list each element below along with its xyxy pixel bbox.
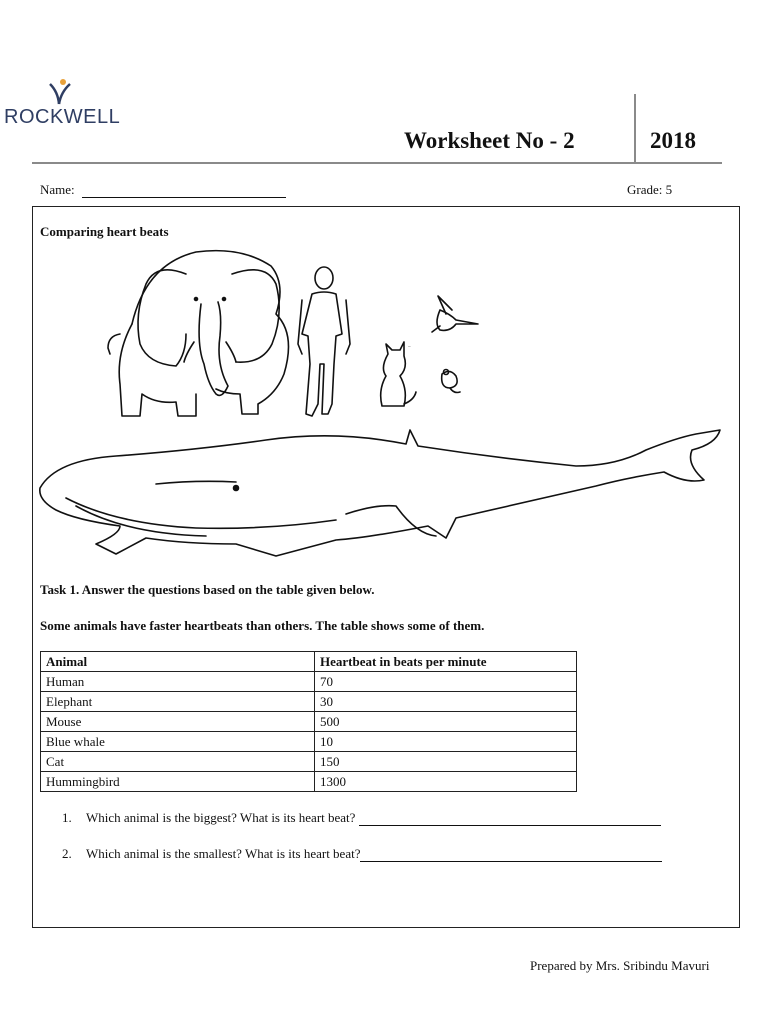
heartbeat-cell: 150 — [315, 752, 577, 772]
table-row — [41, 712, 577, 732]
question-text: Which animal is the smallest? What is its heart beat? — [86, 846, 361, 861]
answer-line-1[interactable] — [359, 812, 661, 826]
animal-cell: Cat — [41, 752, 315, 772]
animal-cell: Blue whale — [41, 732, 315, 752]
heartbeat-table — [40, 651, 577, 792]
logo-text: ROCKWELL — [4, 106, 121, 128]
heartbeat-cell: 30 — [315, 692, 577, 712]
name-field[interactable] — [82, 185, 286, 198]
name-row — [40, 182, 286, 198]
cat-icon — [381, 342, 416, 406]
question-number: 1. — [62, 810, 72, 825]
whale-icon — [40, 430, 720, 556]
rockwell-logo — [4, 78, 124, 130]
mouse-icon — [442, 370, 460, 393]
heartbeat-cell: 500 — [315, 712, 577, 732]
svg-text:~: ~ — [408, 345, 411, 350]
table-row — [41, 772, 577, 792]
animal-cell: Mouse — [41, 712, 315, 732]
answer-line-2[interactable] — [360, 848, 662, 862]
name-label: Name: — [40, 182, 75, 197]
question-2 — [62, 846, 662, 862]
man-icon — [298, 267, 350, 416]
column-header-heartbeat: Heartbeat in beats per minute — [315, 652, 577, 672]
task-title: Task 1. Answer the questions based on the table given below. — [40, 582, 375, 597]
elephant-icon — [108, 251, 289, 416]
hummingbird-icon — [432, 296, 478, 332]
task-description: Some animals have faster heartbeats than others. The table shows some of them. — [40, 618, 485, 633]
animal-cell: Human — [41, 672, 315, 692]
heartbeat-cell: 70 — [315, 672, 577, 692]
prepared-by: Prepared by Mrs. Sribindu Mavuri — [530, 958, 710, 973]
question-number: 2. — [62, 846, 72, 861]
animal-illustrations — [36, 244, 726, 580]
table-row — [41, 692, 577, 712]
column-header-animal: Animal — [41, 652, 315, 672]
animal-cell: Hummingbird — [41, 772, 315, 792]
question-1 — [62, 810, 661, 826]
worksheet-title: Worksheet No - 2 — [404, 128, 575, 153]
grade-label: Grade: 5 — [627, 182, 673, 197]
table-row — [41, 672, 577, 692]
table-row — [41, 752, 577, 772]
header-rule — [32, 162, 722, 164]
animal-cell: Elephant — [41, 692, 315, 712]
header-divider — [634, 94, 636, 162]
logo-figure-icon — [44, 78, 74, 106]
section-title: Comparing heart beats — [40, 224, 169, 239]
table-header-row — [41, 652, 577, 672]
question-text: Which animal is the biggest? What is its heart beat? — [86, 810, 356, 825]
heartbeat-cell: 1300 — [315, 772, 577, 792]
table-row — [41, 732, 577, 752]
worksheet-year: 2018 — [650, 128, 696, 153]
heartbeat-cell: 10 — [315, 732, 577, 752]
